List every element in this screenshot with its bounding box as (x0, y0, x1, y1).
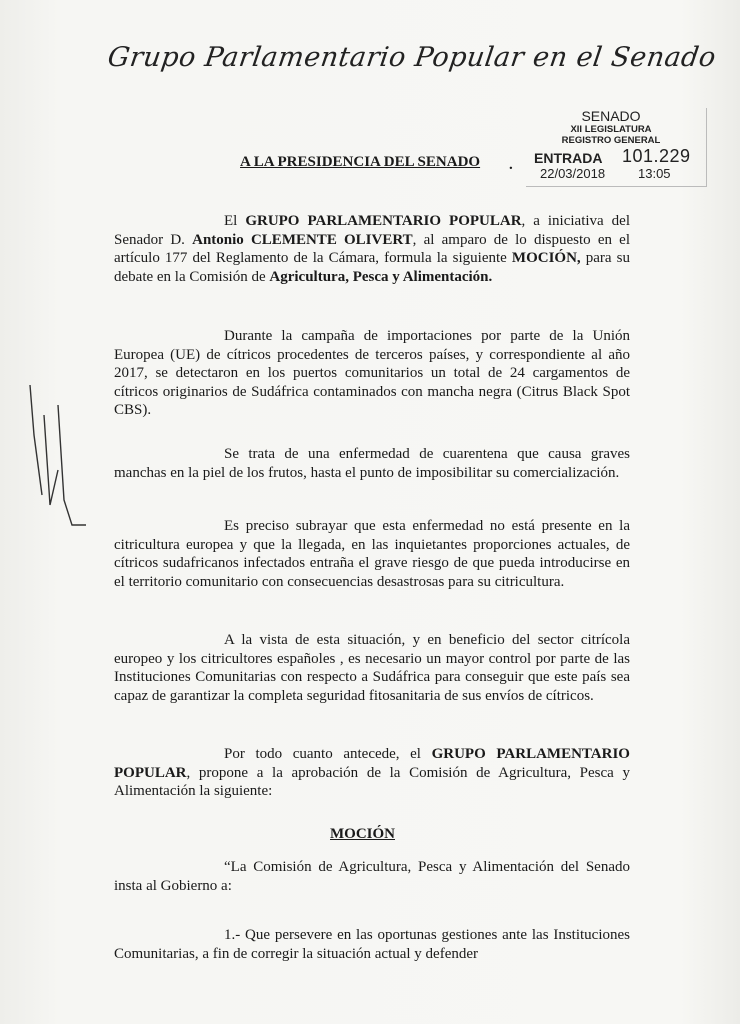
bold-group-name: GRUPO PARLAMENTARIO POPULAR (245, 213, 522, 229)
paragraph-imports: Durante la campaña de importaciones por parte de la Unión Europea (UE) de cítricos procedentes de terceros países, y correspondiente al año 2017, se detectaron en los puertos comunitarios un total de 24 cargamentos de cítricos originarios de Sudáfrica contaminados con mancha negra (Citrus Black Spot CBS). (114, 328, 630, 418)
paragraph-risk: Es preciso subrayar que esta enfermedad no está presente en la citricultura europea y que la llegada, en las inquietantes proporciones actuales, de cítricos sudafricanos infectados entraña el grave riesgo de que pueda introducirse en el territorio comunitario con consecuencias desastrosas para su citricultura. (114, 518, 630, 590)
bold-mocion: MOCIÓN, (511, 250, 581, 266)
bold-commission: Agricultura, Pesca y Alimentación. (269, 268, 493, 285)
paragraph-disease: Se trata de una enfermedad de cuarentena que causa graves manchas en la piel de los frutos, hasta el punto de imposibilitar su comercialización. (114, 446, 630, 481)
paragraph-control: A la vista de esta situación, y en beneficio del sector citrícola europeo y los citricultores españoles , es necesario un mayor control por parte de las Instituciones Comunitarias con respecto a Sudáfrica para conseguir que este país sea capaz de garantizar la completa seguridad fitosanitaria de sus envíos de cítricos. (114, 632, 630, 704)
stamp-entry-number: 101.229 (622, 146, 691, 166)
paragraph-point-1: 1.- Que persevere en las oportunas gestiones ante las Instituciones Comunitarias, a fin de corregir la situación actual y defender (114, 927, 630, 962)
paragraph-commission-urges: “La Comisión de Agricultura, Pesca y Alimentación del Senado insta al Gobierno a: (114, 859, 630, 894)
bold-group-name-2: GRUPO PARLAMENTARIO POPULAR (114, 746, 630, 781)
heading-period: . (509, 157, 513, 173)
signature-mark (20, 375, 90, 535)
document-heading: A LA PRESIDENCIA DEL SENADO (240, 154, 481, 170)
stamp-legislature: XII LEGISLATURA (570, 124, 652, 135)
stamp-title: SENADO (581, 108, 641, 124)
stamp-register: REGISTRO GENERAL (561, 135, 661, 146)
paragraph-proposal: Por todo cuanto antecede, el GRUPO PARLAMENTARIO POPULAR, propone a la aprobación de la Comisión de Agricultura, Pesca y Alimentación la siguiente: (114, 746, 630, 799)
mocion-title: MOCIÓN (330, 826, 395, 842)
letterhead: Grupo Parlamentario Popular en el Senado (105, 42, 719, 73)
registry-stamp (526, 108, 707, 187)
bold-senator-name: Antonio CLEMENTE OLIVERT (192, 231, 413, 248)
stamp-time: 13:05 (638, 166, 671, 181)
paragraph-intro: El GRUPO PARLAMENTARIO POPULAR, a iniciativa del Senador D. Antonio CLEMENTE OLIVERT, al amparo de lo dispuesto en el artículo 177 del Reglamento de la Cámara, formula la siguiente MOCIÓN, para su debate en la Comisión de Agricultura, Pesca y Alimentación. (114, 213, 630, 285)
stamp-date: 22/03/2018 (540, 166, 606, 181)
stamp-entry-label: ENTRADA (534, 150, 603, 166)
